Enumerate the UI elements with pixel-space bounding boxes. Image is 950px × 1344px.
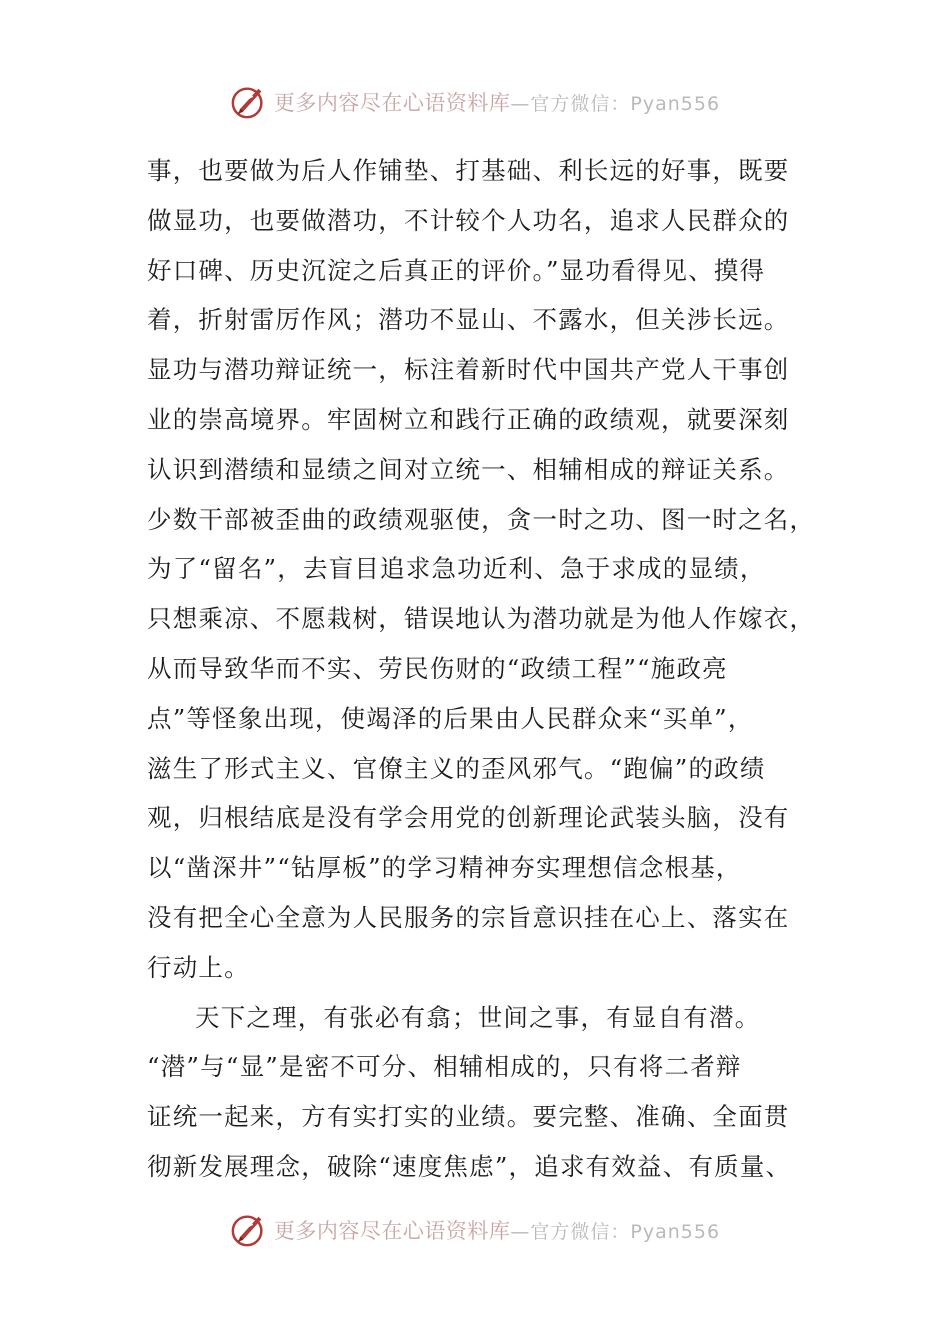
- footer-banner: [0, 1208, 950, 1252]
- text-line: 业的崇高境界。牢固树立和践行正确的政绩观，就要深刻: [147, 404, 790, 434]
- text-line: 观，归根结底是没有学会用党的创新理论武装头脑，没有: [147, 803, 790, 833]
- banner-wechat-text: —官方微信：Pyan556: [510, 92, 721, 115]
- text-line: 着，折射雷厉作风；潜功不显山、不露水，但关涉长远。: [147, 305, 790, 335]
- quill-logo-icon: [230, 83, 268, 121]
- text-line: “潜”与“显”是密不可分、相辅相成的，只有将二者辩: [147, 1052, 742, 1082]
- quill-logo-icon: [230, 1211, 268, 1249]
- text-line: 做显功，也要做潜功，不计较个人功名，追求人民群众的: [147, 205, 790, 235]
- text-line: 滋生了形式主义、官僚主义的歪风邪气。“跑偏”的政绩: [147, 753, 766, 783]
- text-line: 行动上。: [147, 952, 250, 982]
- banner-main-text: 更多内容尽在心语资料库: [273, 91, 511, 115]
- paragraph-first-line: 天下之理，有张必有翕；世间之事，有显自有潜。: [195, 1002, 761, 1032]
- banner-main-text: 更多内容尽在心语资料库: [273, 1219, 511, 1243]
- text-line: 只想乘凉、不愿栽树，错误地认为潜功就是为他人作嫁衣，: [147, 604, 816, 634]
- text-line: 证统一起来，方有实打实的业绩。要完整、准确、全面贯: [147, 1102, 790, 1132]
- text-line: 显功与潜功辩证统一，标注着新时代中国共产党人干事创: [147, 355, 790, 385]
- text-line: 认识到潜绩和显绩之间对立统一、相辅相成的辩证关系。: [147, 454, 790, 484]
- text-line: 少数干部被歪曲的政绩观驱使，贪一时之功、图一时之名，: [147, 504, 816, 534]
- header-banner: [0, 80, 950, 124]
- text-line: 点”等怪象出现，使竭泽的后果由人民群众来“买单”，: [147, 703, 754, 733]
- text-line: 以“凿深井”“钻厚板”的学习精神夯实理想信念根基，: [147, 853, 742, 883]
- document-body: [147, 146, 816, 1192]
- banner-wechat-text: —官方微信：Pyan556: [510, 1220, 721, 1243]
- text-line: 从而导致华而不实、劳民伤财的“政绩工程”“施政亮: [147, 653, 728, 683]
- text-line: 好口碑、历史沉淀之后真正的评价。”显功看得见、摸得: [147, 255, 766, 285]
- text-line: 事，也要做为后人作铺垫、打基础、利长远的好事，既要: [147, 156, 790, 185]
- text-line: 没有把全心全意为人民服务的宗旨意识挂在心上、落实在: [147, 902, 790, 932]
- text-line: 彻新发展理念，破除“速度焦虑”，追求有效益、有质量、: [147, 1151, 792, 1181]
- text-line: 为了“留名”，去盲目追求急功近利、急于求成的显绩，: [147, 554, 766, 584]
